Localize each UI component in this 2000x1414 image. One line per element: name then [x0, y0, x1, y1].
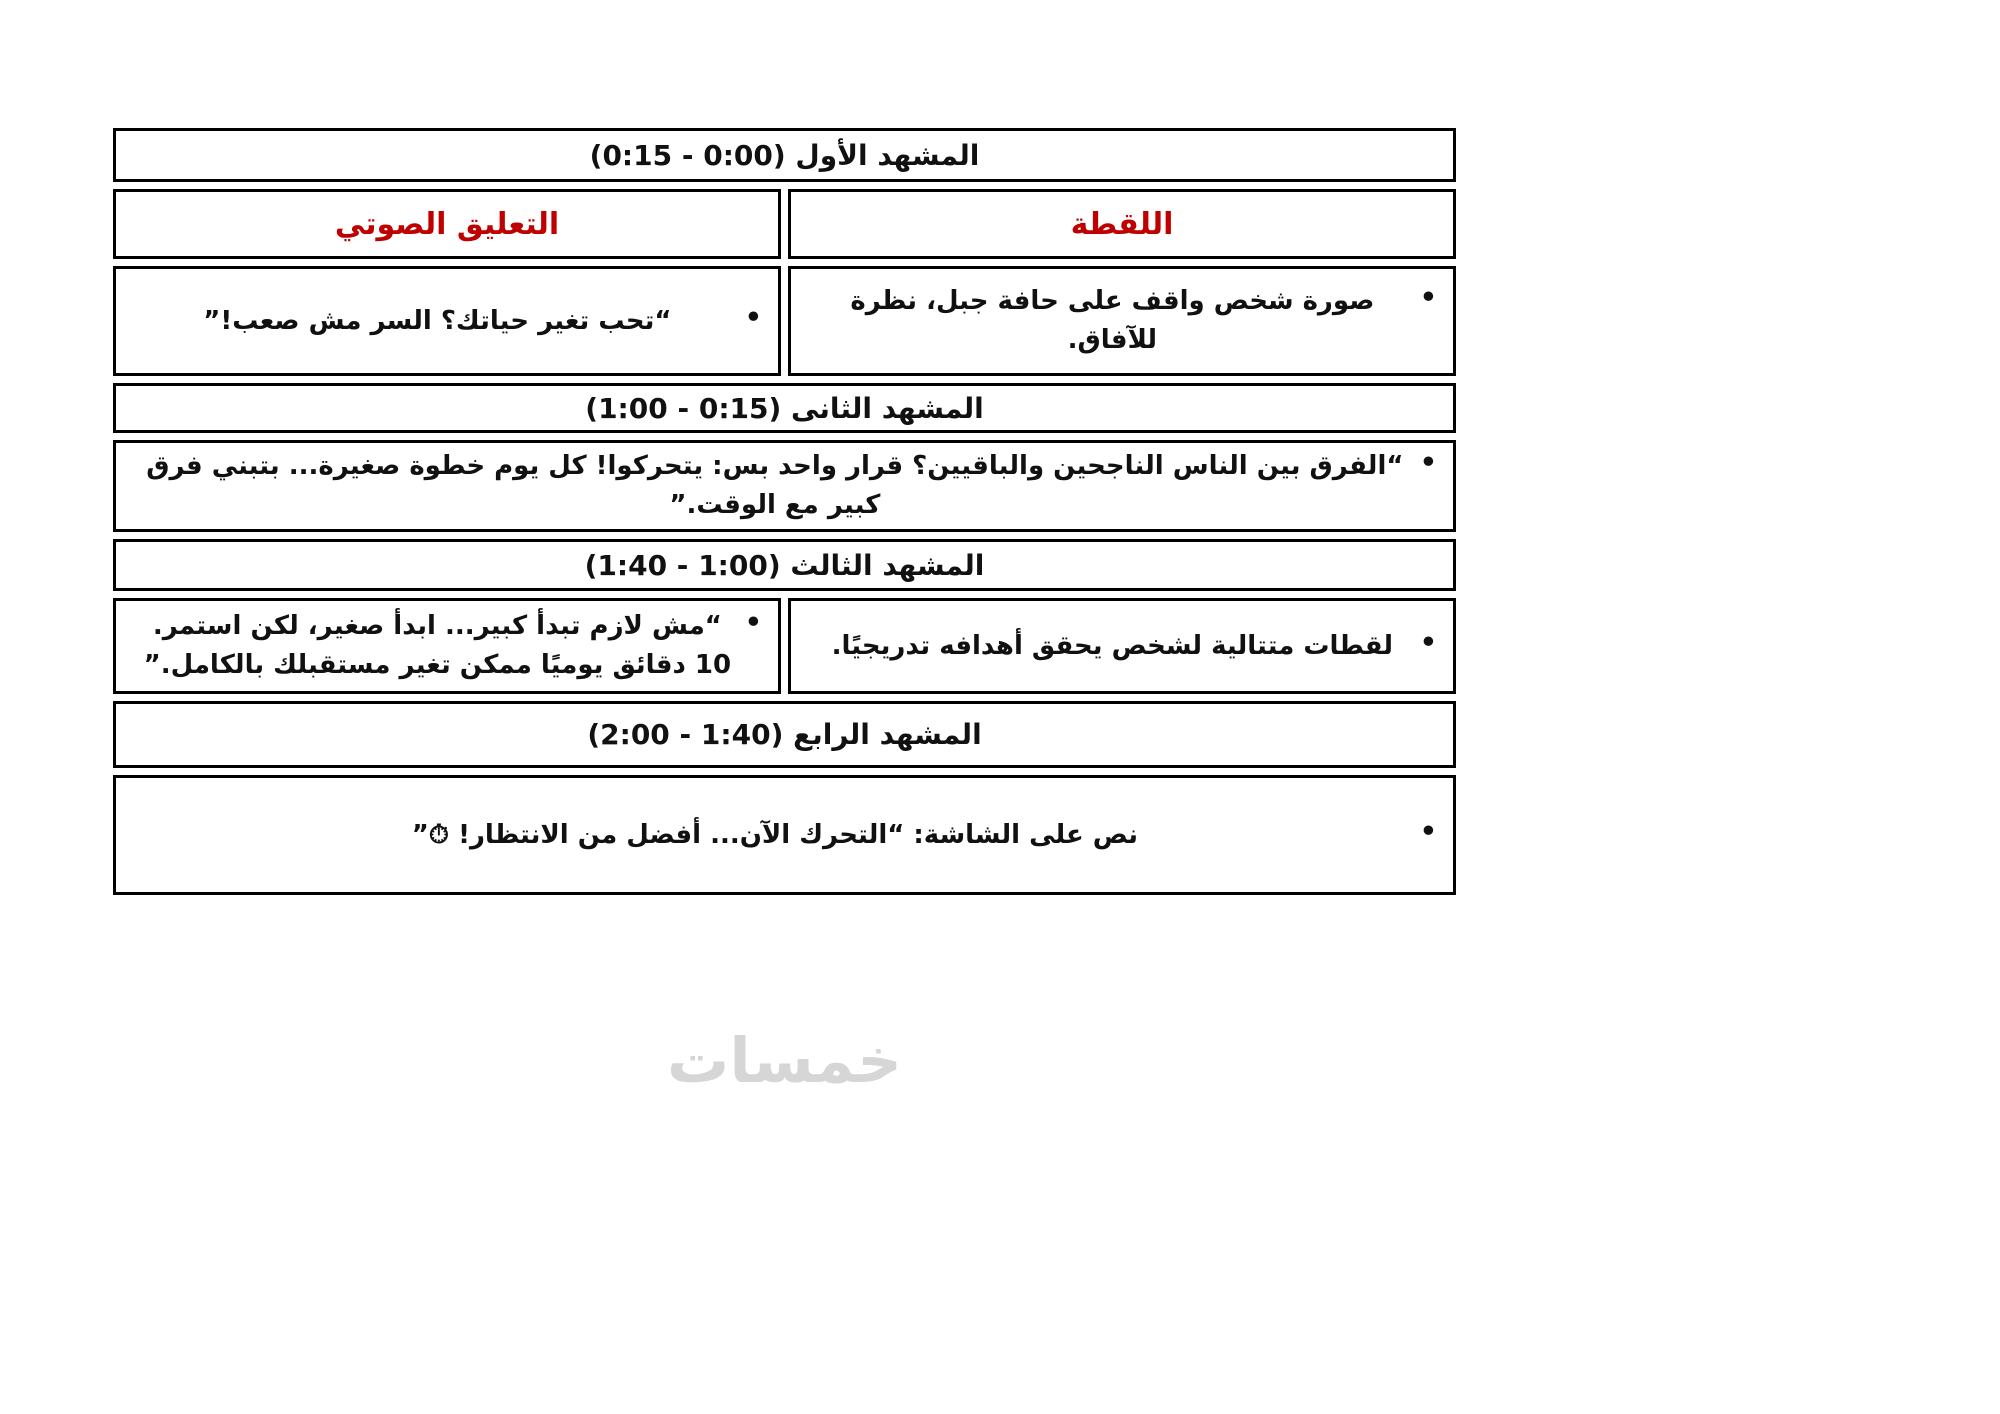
scene2-voiceover-item: [116, 443, 1453, 529]
column-header-voiceover: [113, 189, 781, 259]
bullet-icon: •: [1419, 626, 1437, 658]
scene1-voiceover-text: “تحب تغير حياتك؟ السر مش صعب!”: [203, 305, 672, 336]
scene1-voiceover-item: [116, 298, 778, 345]
scene3-voiceover-text: “مش لازم تبدأ كبير... ابدأ صغير، لكن استمر. 10 دقائق يوميًا ممكن تغير مستقبلك بالكامل.”: [143, 611, 732, 680]
khamsat-watermark: خمسات: [667, 1024, 902, 1097]
scene3-content-row: [113, 598, 1456, 694]
scene3-voiceover-item: [116, 603, 778, 689]
scene4-title-row: [113, 701, 1456, 768]
scene4-title: المشهد الرابع (1:40 - 2:00): [587, 718, 982, 751]
column-header-shot: [788, 189, 1456, 259]
scene1-shot-item: [791, 278, 1453, 364]
scene3-shot-item: [791, 623, 1453, 670]
scene2-title-row: [113, 383, 1456, 433]
scene3-voiceover-cell: [113, 598, 781, 694]
scene4-screen-text: نص على الشاشة: “التحرك الآن... أفضل من الانتظار! ⏱”: [411, 819, 1139, 850]
scene4-content-row: [113, 775, 1456, 895]
scene3-shot-text: لقطات متتالية لشخص يحقق أهدافه تدريجيًا.: [831, 630, 1394, 661]
scene3-shot-cell: [788, 598, 1456, 694]
scene1-shot-text: صورة شخص واقف على حافة جبل، نظرة للآفاق.: [850, 286, 1375, 355]
scene2-title: المشهد الثانى (0:15 - 1:00): [585, 391, 984, 425]
bullet-icon: •: [1419, 447, 1437, 478]
bullet-icon: •: [1419, 282, 1437, 313]
scene2-content-row: [113, 440, 1456, 532]
scene1-shot-cell: [788, 266, 1456, 376]
scene1-title: المشهد الأول (0:00 - 0:15): [589, 138, 980, 172]
scene4-screen-text-item: [116, 812, 1453, 859]
column-header-voiceover-label: التعليق الصوتي: [334, 206, 560, 242]
scene1-content-row: [113, 266, 1456, 376]
scene1-title-row: [113, 128, 1456, 182]
scene1-voiceover-cell: [113, 266, 781, 376]
scene3-title: المشهد الثالث (1:00 - 1:40): [584, 548, 985, 582]
scene2-voiceover-text: “الفرق بين الناس الناجحين والباقيين؟ قرار واحد بس: يتحركوا! كل يوم خطوة صغيرة... بتبني فرق كبير مع الوقت.”: [146, 451, 1404, 520]
scene1-column-header-row: [113, 189, 1456, 259]
bullet-icon: •: [744, 301, 762, 333]
bullet-icon: •: [744, 607, 762, 638]
bullet-icon: •: [1419, 815, 1437, 847]
column-header-shot-label: اللقطة: [1070, 206, 1174, 242]
scene3-title-row: [113, 539, 1456, 591]
video-script-table: [113, 128, 1456, 895]
